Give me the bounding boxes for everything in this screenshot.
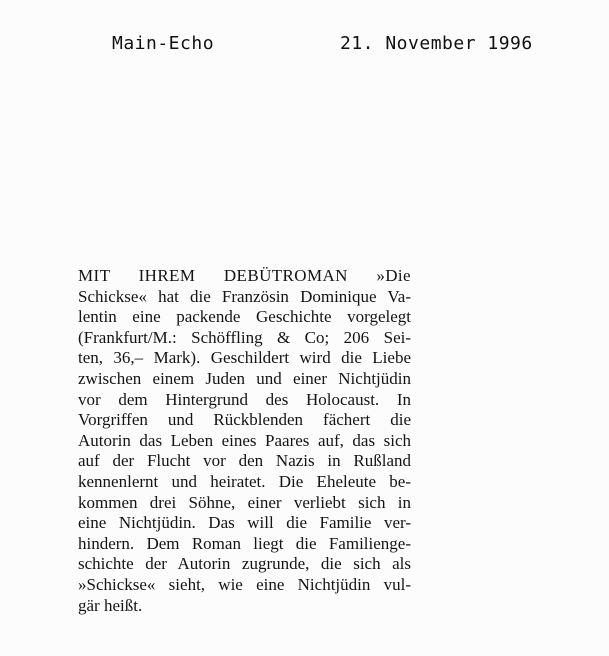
article-line: Vorgriffen und Rückblenden fächert die: [78, 410, 411, 430]
article-line: MIT IHREM DEBÜTROMAN »Die: [78, 266, 411, 285]
article-line: (Frankfurt/M.: Schöffling & Co; 206 Sei-: [78, 327, 411, 347]
article-line: auf der Flucht vor den Nazis in Rußland: [78, 451, 411, 471]
article-line: schichte der Autorin zugrunde, die sich als: [78, 554, 411, 574]
article-body: [78, 266, 411, 616]
article-line: Schickse« hat die Französin Dominique Va-: [78, 286, 411, 306]
article-line: kommen drei Söhne, einer verliebt sich in: [78, 492, 411, 512]
publication-date: 21. November 1996: [340, 33, 533, 54]
newspaper-source: Main-Echo: [112, 33, 215, 54]
article-line: gär heißt.: [78, 595, 143, 615]
article-line: eine Nichtjüdin. Das will die Familie ver-: [78, 513, 411, 533]
clipping-header: [0, 33, 609, 57]
article-line: »Schickse« sieht, wie eine Nichtjüdin vul-: [78, 574, 411, 594]
article-line: kennenlernt und heiratet. Die Eheleute be-: [78, 471, 411, 491]
article-line: hindern. Dem Roman liegt die Familienge-: [78, 533, 411, 553]
article-line: lentin eine packende Geschichte vorgelegt: [78, 307, 411, 327]
article-line: zwischen einem Juden und einer Nichtjüdin: [78, 368, 411, 388]
article-line: Autorin das Leben eines Paares auf, das sich: [78, 430, 411, 450]
article-line: vor dem Hintergrund des Holocaust. In: [78, 389, 411, 409]
article-line: ten, 36,– Mark). Geschildert wird die Liebe: [78, 348, 411, 368]
